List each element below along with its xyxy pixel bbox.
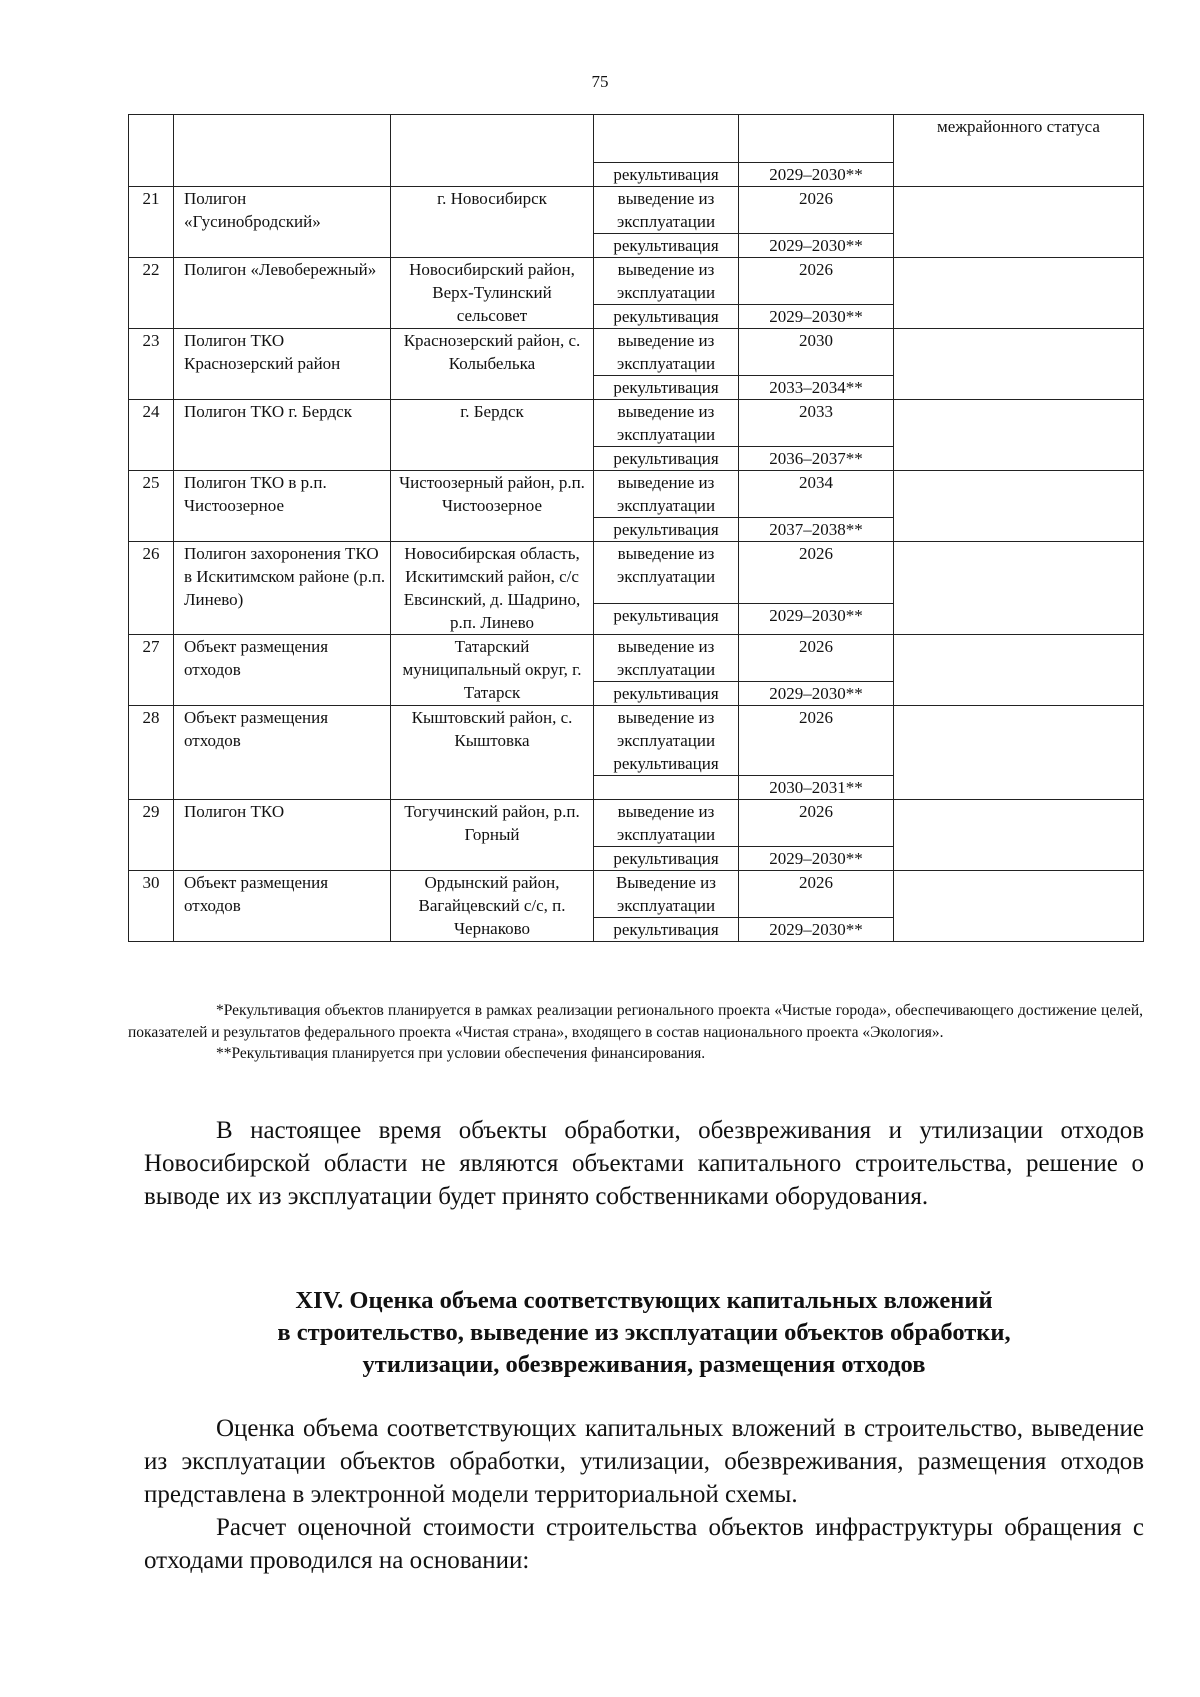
facility-name: Полигон ТКО г. Бердск <box>174 400 391 471</box>
facility-name: Полигон «Левобережный» <box>174 258 391 329</box>
status-cell <box>894 471 1144 542</box>
facility-location: Татарский муниципальный округ, г. Татарск <box>391 635 594 706</box>
action-label: выведение из эксплуатации <box>594 800 739 847</box>
status-cell <box>894 258 1144 329</box>
action-label: рекультивация <box>594 376 739 400</box>
facility-name: Полигон захоронения ТКО в Искитимском районе (р.п. Линево) <box>174 542 391 635</box>
status-cell <box>894 329 1144 400</box>
action-years: 2029–2030** <box>739 918 894 942</box>
action-years: 2026 <box>739 800 894 847</box>
facility-name: Объект размещения отходов <box>174 871 391 942</box>
status-cell <box>894 187 1144 258</box>
action-years: 2029–2030** <box>739 305 894 329</box>
facility-name: Полигон ТКО в р.п. Чистоозерное <box>174 471 391 542</box>
facility-location: Ордынский район, Вагайцевский с/с, п. Чернаково <box>391 871 594 942</box>
paragraph-2: Оценка объема соответствующих капитальных вложений в строительство, выведение из эксплуатации объектов обработки, утилизации, обезвреживания, размещения отходов представлена в электронной модели территориальной схемы. <box>144 1415 1144 1508</box>
heading-line-3: утилизации, обезвреживания, размещения отходов <box>362 1351 926 1378</box>
location-cell <box>391 115 594 187</box>
action-cell: рекультивация <box>594 163 739 187</box>
action-label: рекультивация <box>594 447 739 471</box>
row-number: 29 <box>129 800 174 871</box>
table-row <box>129 258 1144 305</box>
action-label: выведение из эксплуатации рекультивация <box>594 706 739 776</box>
action-label: выведение из эксплуатации <box>594 542 739 604</box>
facility-name: Полигон ТКО Краснозерский район <box>174 329 391 400</box>
row-num-cell <box>129 115 174 187</box>
footnote-2: **Рекультивация планируется при условии обеспечения финансирования. <box>216 1045 706 1062</box>
row-number: 23 <box>129 329 174 400</box>
row-number: 25 <box>129 471 174 542</box>
table-row <box>129 329 1144 376</box>
action-years: 2037–2038** <box>739 518 894 542</box>
table-row <box>129 800 1144 847</box>
waste-facilities-table <box>128 114 1144 942</box>
facility-location: Чистоозерный район, р.п. Чистоозерное <box>391 471 594 542</box>
action-label: рекультивация <box>594 518 739 542</box>
action-label: рекультивация <box>594 603 739 634</box>
facility-name: Объект размещения отходов <box>174 635 391 706</box>
action-label: выведение из эксплуатации <box>594 187 739 234</box>
action-label: рекультивация <box>594 305 739 329</box>
table-row <box>129 635 1144 682</box>
action-years: 2030 <box>739 329 894 376</box>
table-row <box>129 187 1144 234</box>
table-row <box>129 542 1144 604</box>
action-cell <box>594 115 739 163</box>
status-cell <box>894 800 1144 871</box>
action-years: 2033–2034** <box>739 376 894 400</box>
action-label: Выведение из эксплуатации <box>594 871 739 918</box>
status-cell: межрайонного статуса <box>894 115 1144 187</box>
action-years: 2026 <box>739 635 894 682</box>
facility-location: Кыштовский район, с. Кыштовка <box>391 706 594 800</box>
facility-name: Объект размещения отходов <box>174 706 391 800</box>
paragraph-1: В настоящее время объекты обработки, обезвреживания и утилизации отходов Новосибирской области не являются объектами капитального строительства, решение о выводе их из эксплуатации будет принято собственниками оборудования. <box>144 1117 1144 1210</box>
action-years: 2034 <box>739 471 894 518</box>
action-years: 2026 <box>739 542 894 604</box>
row-number: 28 <box>129 706 174 800</box>
row-number: 27 <box>129 635 174 706</box>
facility-location: Новосибирский район, Верх-Тулинский сельсовет <box>391 258 594 329</box>
footnotes <box>128 1000 1143 1065</box>
status-cell <box>894 706 1144 800</box>
row-number: 26 <box>129 542 174 635</box>
table-row <box>129 400 1144 447</box>
table-row <box>129 706 1144 776</box>
facility-name: Полигон ТКО <box>174 800 391 871</box>
action-years: 2026 <box>739 258 894 305</box>
action-years: 2029–2030** <box>739 603 894 634</box>
action-years: 2029–2030** <box>739 847 894 871</box>
heading-line-1: XIV. Оценка объема соответствующих капитальных вложений <box>295 1287 993 1314</box>
heading-line-2: в строительство, выведение из эксплуатации объектов обработки, <box>277 1319 1011 1346</box>
action-years: 2033 <box>739 400 894 447</box>
facility-location: г. Новосибирск <box>391 187 594 258</box>
action-years: 2026 <box>739 187 894 234</box>
years-cell <box>739 115 894 163</box>
action-label: выведение из эксплуатации <box>594 400 739 447</box>
action-years: 2029–2030** <box>739 682 894 706</box>
action-label: рекультивация <box>594 682 739 706</box>
row-number: 21 <box>129 187 174 258</box>
action-label: выведение из эксплуатации <box>594 471 739 518</box>
status-cell <box>894 542 1144 635</box>
action-years: 2026 <box>739 871 894 918</box>
row-number: 22 <box>129 258 174 329</box>
action-label: рекультивация <box>594 918 739 942</box>
facility-location: г. Бердск <box>391 400 594 471</box>
facility-location: Новосибирская область, Искитимский район, с/с Евсинский, д. Шадрино, р.п. Линево <box>391 542 594 635</box>
action-label <box>594 776 739 800</box>
action-label: рекультивация <box>594 847 739 871</box>
facility-name-cell <box>174 115 391 187</box>
action-years: 2036–2037** <box>739 447 894 471</box>
facility-location: Краснозерский район, с. Колыбелька <box>391 329 594 400</box>
facility-name: Полигон «Гусинобродский» <box>174 187 391 258</box>
table-row <box>129 471 1144 518</box>
section-body <box>144 1412 1144 1577</box>
row-number: 24 <box>129 400 174 471</box>
action-years: 2026 <box>739 706 894 776</box>
action-label: выведение из эксплуатации <box>594 258 739 305</box>
facility-location: Тогучинский район, р.п. Горный <box>391 800 594 871</box>
row-number: 30 <box>129 871 174 942</box>
table-row <box>129 115 1144 163</box>
action-years: 2030–2031** <box>739 776 894 800</box>
status-cell <box>894 635 1144 706</box>
status-cell <box>894 400 1144 471</box>
table-row <box>129 871 1144 918</box>
action-label: выведение из эксплуатации <box>594 329 739 376</box>
action-years: 2029–2030** <box>739 234 894 258</box>
paragraph-3: Расчет оценочной стоимости строительства объектов инфраструктуры обращения с отходами проводился на основании: <box>144 1514 1144 1574</box>
section-heading <box>144 1285 1144 1381</box>
action-label: выведение из эксплуатации <box>594 635 739 682</box>
footnote-1: *Рекультивация объектов планируется в рамках реализации регионального проекта «Чистые города», обеспечивающего достижение целей, показателей и результатов федерального проекта «Чистая страна», входящего в состав национального проекта «Экология». <box>128 1002 1143 1041</box>
page-number: 75 <box>591 72 609 91</box>
status-cell <box>894 871 1144 942</box>
years-cell: 2029–2030** <box>739 163 894 187</box>
action-label: рекультивация <box>594 234 739 258</box>
paragraph-objects-status <box>144 1114 1144 1213</box>
